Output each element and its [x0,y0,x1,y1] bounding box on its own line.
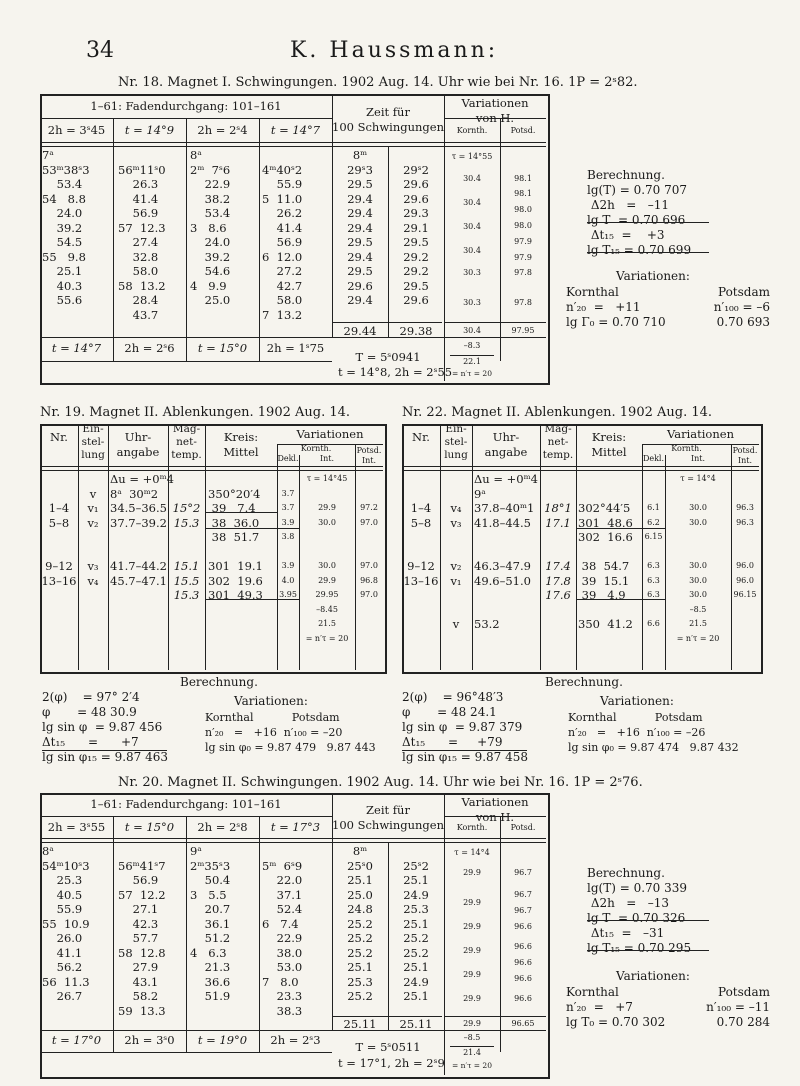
t19-head-nr: Nr. [50,430,68,444]
t20-korn-3: 29.9 [463,922,481,931]
t18-zeit-mean-2: 29.38 [399,324,433,338]
t18-header-kornth: Kornth. [456,126,488,135]
t18-pots-4: 98.0 [514,221,532,230]
t20-pots-5: 96.6 [514,942,532,951]
t19-berechnung: 2(φ) = 97° 2′4 φ = 48 30.9 lg sin φ = 9.87 456 Δt₁₅ = +7 lg sin φ₁₅ = 9.87 463 [42,690,169,764]
t20-bottom-t-a: t = 17°0 [51,1033,102,1047]
t18-pots-6: 97.9 [514,253,532,262]
t18-korn-5: 30.3 [463,268,481,277]
t19-head-korn: Kornth. [300,444,332,453]
t20-bottom-t-b: t = 19°0 [197,1033,248,1047]
t19-col-nr: 1–4 5–8 9–12 13–16 [41,501,77,588]
t20-header-potsd: Potsd. [510,823,536,832]
t20-variationen-potsdam: Potsdam n′₁₀₀ = –11 0.70 284 [706,985,770,1029]
t20-korn-tau: τ = 14°4 [454,848,490,857]
t18-variationen-kornthal: Kornthal n′₂₀ = +11 lg Γ₀ = 0.70 710 [566,285,666,329]
t22-col-kreis: 302°44′5 301 48.6 302 16.6 38 54.7 39 15.1 39 4.9 350 41.2 [578,501,633,631]
t20-korn-2: 29.9 [463,898,481,907]
t18-bottom-2h-a: 2h = 2ˢ6 [124,341,175,355]
t20-header-t-a: t = 15°0 [124,820,175,834]
t20-bottom-2h-b: 2h = 2ˢ3 [270,1033,321,1047]
t22-head-mag: Mag- net- temp. [542,423,574,461]
t20-korn-1: 29.9 [463,868,481,877]
t18-korn-4: 30.4 [463,246,481,255]
t22-col-uhr: Δu = +0ᵐ4 9ᵃ 37.8–40ᵐ1 41.8–44.5 46.3–47.9 49.6–51.0 53.2 [474,472,538,631]
t18-variationen-potsdam: Potsdam n′₁₀₀ = –6 0.70 693 [713,285,770,329]
table-20-title: Nr. 20. Magnet II. Schwingungen. 1902 Aug. 14. Uhr wie bei Nr. 16. 1P = 2ˢ76. [118,775,643,790]
t18-col-times-1: 7ᵃ 53ᵐ38ˢ3 53.4 54 8.8 24.0 39.2 54.5 55 9.8 25.1 40.3 55.6 [42,148,90,307]
t20-pots-2: 96.7 [514,890,532,899]
t20-header-2h-b: 2h = 2ˢ8 [197,820,248,834]
t20-header-zeit: Zeit für 100 Schwingungen [332,803,445,832]
table-19-title: Nr. 19. Magnet II. Ablenkungen. 1902 Aug. 14. [40,405,351,420]
table-18-title: Nr. 18. Magnet I. Schwingungen. 1902 Aug. 14. Uhr wie bei Nr. 16. 1P = 2ˢ82. [118,75,638,90]
t20-pots-mean: 96.65 [511,1019,535,1028]
t19-head-dekl: Dekl. [277,454,299,463]
t20-korn-6: 29.9 [463,994,481,1003]
t22-head-kreis: Kreis: Mittel [591,430,627,459]
t22-variationen: Kornthal Potsdam n′₂₀ = +16 n′₁₀₀ = –26 lg sin φ₀ = 9.87 474 9.87 432 [568,711,739,754]
t19-variationen: Kornthal Potsdam n′₂₀ = +16 n′₁₀₀ = –20 lg sin φ₀ = 9.87 479 9.87 443 [205,711,376,754]
t20-header-t-b: t = 17°3 [270,820,321,834]
t18-berechnung: Berechnung. lg(T) = 0.70 707 Δ2h = –11 lg T = 0.70 696 Δt₁₅ = +3 lg T₁₅ = 0.70 699 [587,168,692,257]
t18-korn-6: 30.3 [463,298,481,307]
t22-head-dekl: Dekl. [642,454,665,463]
t22-col-einstellung: v₄ v₃ v₂ v₁ v [450,501,462,631]
t20-pots-3: 96.7 [514,906,532,915]
t18-T: T = 5ˢ0941 [355,350,421,364]
t18-pots-mean: 97.95 [511,326,535,335]
t18-pots-5: 97.9 [514,237,532,246]
t18-korn-mean: 30.4 [463,326,481,335]
t20-korn-nt: = n′τ = 20 [452,1061,492,1070]
t19-col-int: τ = 14°45 29.9 30.0 30.0 29.9 29.95 –8.45 21.5 = n′τ = 20 [305,474,349,643]
t22-berechnung: 2(φ) = 96°48′3 φ = 48 24.1 lg sin φ = 9.87 379 Δt₁₅ = +79 lg sin φ₁₅ = 9.87 458 [402,690,529,764]
t18-header-zeit: Zeit für 100 Schwingungen [332,105,445,134]
t20-pots-1: 96.7 [514,868,532,877]
t19-head-var: Variationen [296,427,364,441]
t18-bottom-t-b: t = 15°0 [197,341,248,355]
t19-head-mag: Mag- net- temp. [171,423,202,461]
t20-korn-reduction: –8.5 [463,1033,481,1042]
t19-col-uhr: Δu = +0ᵐ4 8ᵃ 30ᵐ2 34.5–36.5 37.7–39.2 41.7–44.2 45.7–47.1 [110,472,174,588]
t18-T2: t = 14°8, 2h = 2ˢ55 [338,365,453,379]
t22-berechnung-title: Berechnung. [545,675,623,689]
t22-col-dekl: 6.1 6.2 6.15 6.3 6.3 6.3 6.6 [644,503,663,628]
t20-T2: t = 17°1, 2h = 2ˢ9 [338,1056,445,1070]
t18-korn-reduction: –8.3 [463,341,481,350]
t20-korn-5: 29.9 [463,970,481,979]
table-22-title: Nr. 22. Magnet II. Ablenkungen. 1902 Aug. 14. [402,405,713,420]
t22-head-pots: Potsd. Int. [732,446,758,465]
t19-head-uhr: Uhr- angabe [116,430,160,459]
t20-korn-4: 29.9 [463,946,481,955]
t20-korn-mean: 29.9 [463,1019,481,1028]
t18-korn-tau: τ = 14°55 [451,152,493,161]
t18-korn-result: 22.1 [463,357,481,366]
t19-head-einstellung: Ein- stel- lung [81,423,105,461]
t18-zeit-mean-1: 29.44 [343,324,377,338]
t18-col-zeit-2: 29ˢ2 29.6 29.6 29.3 29.1 29.5 29.2 29.2 29.5 29.6 [403,162,429,307]
t19-variationen-title: Variationen: [234,694,308,708]
t20-bottom-2h-a: 2h = 3ˢ0 [124,1033,175,1047]
t18-korn-1: 30.4 [463,174,481,183]
t20-col-zeit-2: 25ˢ2 25.1 24.9 25.3 25.1 25.2 25.2 25.1 24.9 25.1 [403,858,429,1003]
t19-col-mag: 15°2 15.3 15.1 15.5 15.3 [172,501,201,602]
t22-head-einstellung: Ein- stel- lung [444,423,468,461]
t20-zeit-mean-2: 25.11 [399,1017,433,1031]
t20-korn-result: 21.4 [463,1048,481,1057]
t18-header-potsd: Potsd. [510,126,536,135]
t18-korn-3: 30.4 [463,222,481,231]
t20-variationen-kornthal: Kornthal n′₂₀ = +7 lg T₀ = 0.70 302 [566,985,666,1029]
t20-col-times-1: 8ᵃ 54ᵐ10ˢ3 25.3 40.5 55.9 55 10.9 26.0 41.1 56.2 56 11.3 26.7 [42,844,90,1003]
t22-col-nr: 1–4 5–8 9–12 13–16 [403,501,439,588]
t22-head-var: Variationen [667,427,734,441]
t20-pots-6: 96.6 [514,958,532,967]
t20-pots-7: 96.6 [514,974,532,983]
t19-col-kreis: 350°20′4 39 7.4 38 36.0 38 51.7 301 19.1 302 19.6 301 49.3 [208,486,263,602]
t20-col-zeit-1: 8ᵐ 25ˢ0 25.1 25.0 24.8 25.2 25.2 25.2 25.1 25.3 25.2 [347,844,373,1003]
t20-header-2h-a: 2h = 3ˢ55 [47,820,106,834]
t22-col-mag: 18°1 17.1 17.4 17.8 17.6 [544,501,572,602]
t20-zeit-mean-1: 25.11 [343,1017,377,1031]
t18-variationen-title: Variationen: [616,269,690,283]
t18-pots-8: 97.8 [514,298,532,307]
t18-col-times-3: 8ᵃ 2ᵐ 7ˢ6 22.9 38.2 53.4 3 8.6 24.0 39.2 54.6 4 9.9 25.0 [190,148,231,307]
t19-col-dekl: 3.7 3.7 3.9 3.8 3.9 4.0 3.95 [279,488,297,599]
t20-col-times-2: 56ᵐ41ˢ7 56.9 57 12.2 27.1 42.3 57.7 58 12.8 27.9 43.1 58.2 59 13.3 [118,858,166,1018]
t22-col-pots: 96.3 96.3 96.0 96.0 96.15 [733,503,757,599]
t22-head-korn: Kornth. [671,444,702,453]
t18-bottom-t-a: t = 14°7 [51,341,102,355]
t19-head-kreis: Kreis: Mittel [223,430,259,459]
t18-header-fadendurchgang: 1–61: Fadendurchgang: 101–161 [90,99,282,113]
t18-bottom-2h-b: 2h = 1ˢ75 [266,341,325,355]
t18-col-times-4: 4ᵐ40ˢ2 55.9 5 11.0 26.2 41.4 56.9 6 12.0 27.2 42.7 58.0 7 13.2 [262,162,303,322]
t18-header-t-b: t = 14°7 [270,123,321,137]
t18-header-variationen: Variationen von H. [461,96,529,125]
t18-col-times-2: 56ᵐ11ˢ0 26.3 41.4 56.9 57 12.3 27.4 32.8 58.0 58 13.2 28.4 43.7 [118,162,166,322]
t19-col-pots: 97.2 97.0 97.0 96.8 97.0 [360,503,378,599]
t20-pots-8: 96.6 [514,994,532,1003]
t22-col-int: τ = 14°4 30.0 30.0 30.0 30.0 30.0 –8.5 21.5 = n′τ = 20 [676,474,720,643]
t20-header-variationen: Variationen von H. [461,795,529,824]
page-number: 34 [86,38,114,63]
t20-pots-4: 96.6 [514,922,532,931]
t22-head-int: Int. [690,454,706,463]
t19-head-int: Int. [319,454,335,463]
t20-header-fadendurchgang: 1–61: Fadendurchgang: 101–161 [90,797,282,811]
t20-berechnung: Berechnung. lg(T) = 0.70 339 Δ2h = –13 lg T = 0.70 326 Δt₁₅ = –31 lg T₁₅ = 0.70 295 [587,866,692,955]
t18-header-t-a: t = 14°9 [124,123,175,137]
t19-col-einstellung: v v₁ v₂ v₃ v₄ [87,486,99,588]
t20-col-times-4: 5ᵐ 6ˢ9 22.0 37.1 52.4 6 7.4 22.9 38.0 53.0 7 8.0 23.3 38.3 [262,858,303,1018]
t20-header-kornth: Kornth. [456,823,488,832]
running-head: K. Haussmann: [290,38,499,63]
t18-korn-2: 30.4 [463,198,481,207]
t20-variationen-title: Variationen: [616,969,690,983]
t18-pots-3: 98.0 [514,205,532,214]
t19-head-pots: Potsd. Int. [356,446,382,465]
t22-variationen-title: Variationen: [600,694,674,708]
t20-col-times-3: 9ᵃ 2ᵐ35ˢ3 50.4 3 5.5 20.7 36.1 51.2 4 6.3 21.3 36.6 51.9 [190,844,231,1003]
t18-korn-nt: = n′τ = 20 [452,369,492,378]
t22-head-uhr: Uhr- angabe [484,430,528,459]
t22-head-nr: Nr. [412,430,430,444]
t18-pots-2: 98.1 [514,189,532,198]
t18-header-2h-a: 2h = 3ˢ45 [47,123,106,137]
t20-T: T = 5ˢ0511 [355,1040,421,1054]
t18-pots-7: 97.8 [514,268,532,277]
t18-pots-1: 98.1 [514,174,532,183]
t18-header-2h-b: 2h = 2ˢ4 [197,123,248,137]
t18-col-zeit-1: 8ᵐ 29ˢ3 29.5 29.4 29.4 29.4 29.5 29.4 29.5 29.6 29.4 [347,148,373,307]
t19-berechnung-title: Berechnung. [180,675,258,689]
